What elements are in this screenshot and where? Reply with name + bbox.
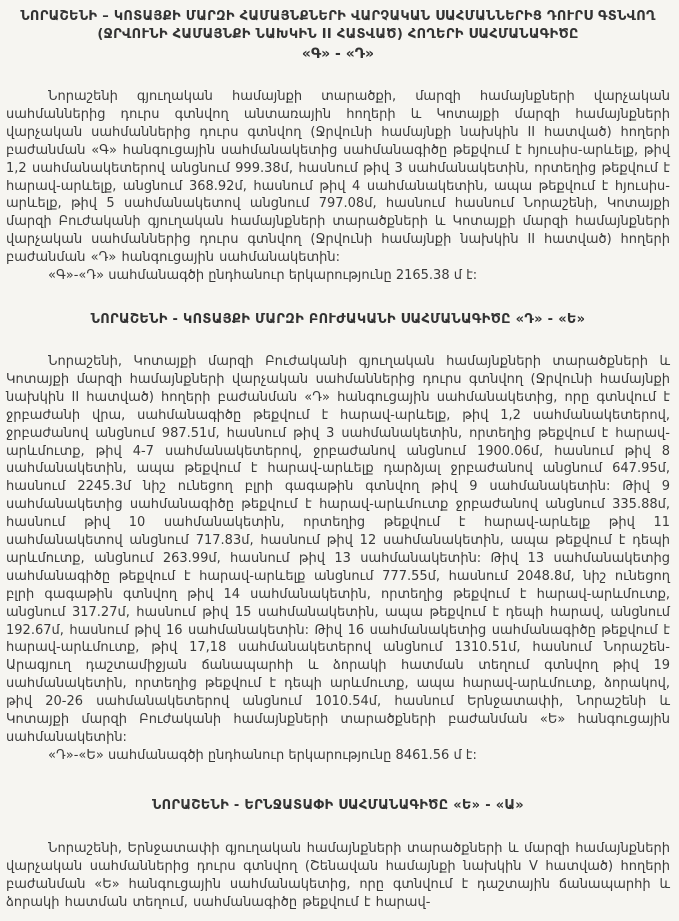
section-2-heading: ՆՈՐԱՇԵՆԻ - ԿՈՏԱՅՔԻ ՄԱՐԶԻ ԲՈՒԺԱԿԱՆԻ ՍԱՀՄԱՆԱԳԻԾԸ «Դ» - «Ե» bbox=[90, 311, 586, 327]
document-title: ՆՈՐԱՇԵՆԻ – ԿՈՏԱՅՔԻ ՄԱՐԶԻ ՀԱՄԱՅՆՔՆԵՐԻ ՎԱՐՉԱԿԱՆ ՍԱՀՄԱՆՆԵՐԻՑ ԴՈՒՐՍ ԳՏՆՎՈՂ (ՋՐՎՈՒՆԻ ՀԱՄԱՅՆՔԻ ՆԱԽԿԻՆ II ՀԱՏՎԱԾ) ՀՈՂԵՐԻ ՍԱՀՄԱՆԱԳԻԾԸ bbox=[20, 9, 656, 42]
section-2-paragraph: Նորաշենի, Կոտայքի մարզի Բուժականի գյուղական համայնքների տարածքների և Կոտայքի մարզի համայնքների վարչական սահմաններից դուրս գտնվող (Ջրվունի համայնքի նախկին II հատված) հողերի բաժանման «Դ» հանգուցային սահմանակետից, որը գտնվում է ջրբաժանի վրա, սահմանագիծը թեքվում է հարավ-արևելք, թիվ 1,2 սահմանակետերով, ջրբաժանով անցնում 987.51մ, հասնում թիվ 3 սահմանակետին, որտեղից թեքվում է հարավ-արևմուտք, թիվ 4-7 սահմանակետերով, ջրբաժանով անցնում 1900.06մ, հասնում թիվ 8 սահմանակետին, ապա թեքվում է հարավ-արևելք դարձյալ ջրբաժանով անցնում 647.95մ, հասնում 2245.3մ նիշ ունեցող բլրի գագաթին գտնվող թիվ 9 սահմանակետին: Թիվ 9 սահմանակետից սահմանագիծը թեքվում է հարավ-արևմուտք ջրբաժանով անցնում 335.88մ, հասնում թիվ 10 սահմանակետին, որտեղից թեքվում է հարավ-արևելք թիվ 11 սահմանակետով անցնում 717.83մ, հասնում թիվ 12 սահմանակետին, ապա թեքվում է դեպի արևմուտք, անցնում 263.99մ, հասնում թիվ 13 սահմանակետին: Թիվ 13 սահմանակետից սահմանագիծը թեքվում է հարավ-արևելք անցնում 777.55մ, հասնում 2048.8մ, նիշ ունեցող բլրի գագաթին գտնվող թիվ 14 սահմանակետին, որտեղից թեքվում է հարավ-արևմուտք, անցնում 317.27մ, հասնում թիվ 15 սահմանակետին, ապա թեքվում է դեպի հարավ, անցնում 192.67մ, հասնում թիվ 16 սահմանակետին: Թիվ 16 սահմանակետից սահմանագիծը թեքվում է հարավ-արևմուտք, թիվ 17,18 սահմանակետերով անցնում 1310.51մ, հասնում Նորաշեն-Արագյուղ դաշտամիջյան ճանապարհի և ձորակի հատման տեղում գտնվող թիվ 19 սահմանակետին, որտեղից թեքվում է դեպի արևմուտք, ապա հարավ-արևմուտք, ձորակով, թիվ 20-26 սահմանակետերով անցնում 1010.54մ, հասնում Երնջատափի, Նորաշենի և Կոտայքի մարզի Բուժականի համայնքների տարածքների բաժանման «Ե» հանգուցային սահմանակետին: bbox=[6, 353, 670, 745]
section-1-total-length: «Գ»-«Դ» սահմանագծի ընդհանուր երկարությունը 2165.38 մ է: bbox=[48, 268, 478, 284]
section-3-heading: ՆՈՐԱՇԵՆԻ - ԵՐՆՋԱՏԱՓԻ ՍԱՀՄԱՆԱԳԻԾԸ «Ե» - «Ա» bbox=[152, 797, 524, 813]
section-1-paragraph: Նորաշենի գյուղական համայնքի տարածքի, մարզի համայնքների վարչական սահմաններից դուրս գտնվող անտառային հողերի և Կոտայքի մարզի համայնքների վարչական սահմաններից դուրս գտնվող (Ջրվունի համայնքի նախկին II հատված) հողերի բաժանման «Գ» հանգուցային սահմանակետից սահմանագիծը թեքվում է հյուսիս-արևելք, թիվ 1,2 սահմանակետերով անցնում 999.38մ, հասնում թիվ 3 սահմանակետին, որտեղից թեքվում է հարավ-արևելք, անցնում 368.92մ, հասնում թիվ 4 սահմանակետին, ապա թեքվում է հյուսիս-արևելք, թիվ 5 սահմանակետով անցնում 797.08մ, հասնում հասնում Նորաշենի, Կոտայքի մարզի Բուժականի գյուղական համայնքների տարածքների և Կոտայքի մարզի համայնքների վարչական սահմաններից դուրս գտնվող (Ջրվունի համայնքի նախկին II հատված) հողերի բաժանման «Դ» հանգուցային սահմանակետին: bbox=[6, 89, 670, 266]
section-3-paragraph: Նորաշենի, Երնջատափի գյուղական համայնքների տարածքների և մարզի համայնքների վարչական սահմաններից դուրս գտնվող (Շենավան համայնքի նախկին V հատված) հողերի բաժանման «Ե» հանգուցային սահմանակետից, որը գտնվում է դաշտային ճանապարհի և ձորակի հատման տեղում, սահմանագիծը թեքվում է հարավ- bbox=[6, 840, 670, 910]
document-title-boundary-nodes: «Գ» - «Դ» bbox=[301, 46, 375, 62]
section-2-total-length: «Դ»-«Ե» սահմանագծի ընդհանուր երկարությունը 8461.56 մ է: bbox=[48, 747, 477, 763]
